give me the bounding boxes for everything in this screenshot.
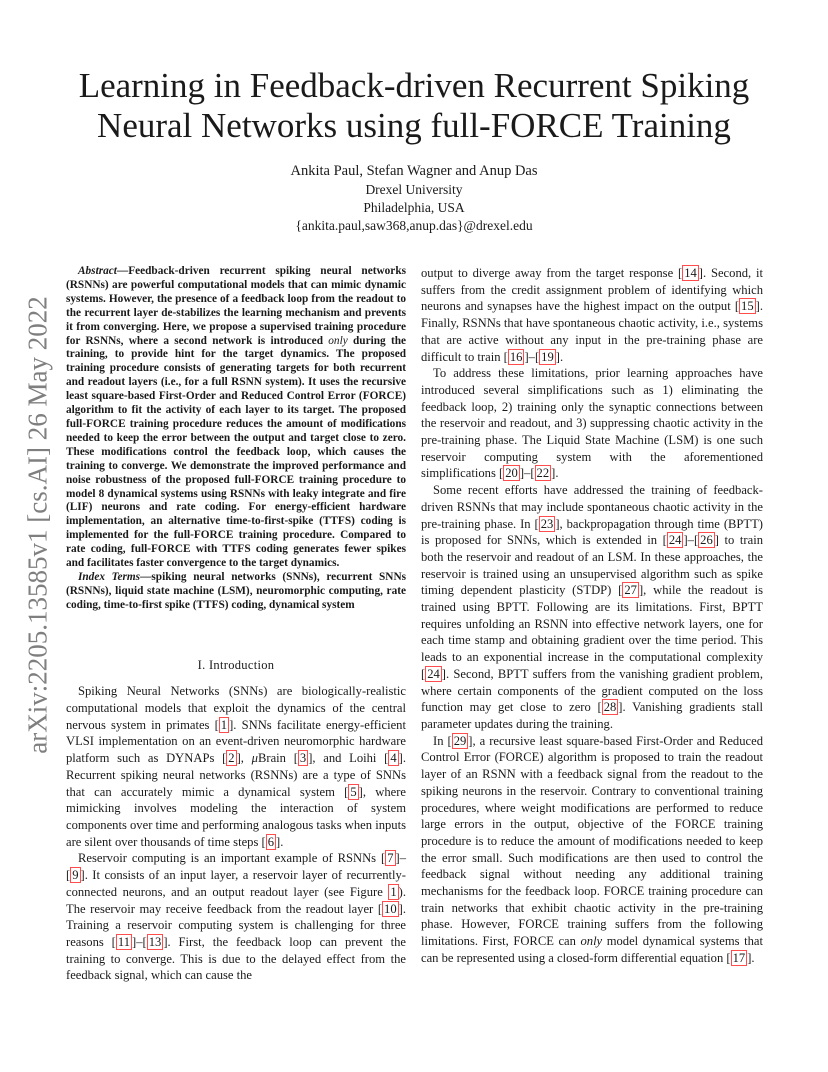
paper-title: Learning in Feedback-driven Recurrent Spiking Neural Networks using full-FORCE Training bbox=[78, 66, 750, 145]
citation-link[interactable]: 17 bbox=[732, 950, 746, 965]
affiliation-institution: Drexel University bbox=[365, 182, 463, 197]
author-list: Ankita Paul, Stefan Wagner and Anup Das bbox=[290, 163, 538, 179]
citation-link[interactable]: 20 bbox=[505, 466, 518, 481]
citation-link[interactable]: 7 bbox=[387, 851, 394, 866]
citation-link[interactable]: 19 bbox=[541, 349, 554, 364]
section-heading: I. Introduction bbox=[197, 657, 275, 672]
arxiv-stamp-text: arXiv:2205.13585v1 [cs.AI] 26 May 2022 bbox=[22, 296, 53, 754]
intro-paragraph-6: In [ 29 ], a recursive least square-based First-Order and Reduced Control Error (FORCE) algorithm is proposed to train the readout layer of an RSNN with a feedback signal from the readout to the spiking neurons in the reservoir. Contrary to conventional training procedures, where weight modifications are performed to reduce large errors in the output, objective of the FORCE training procedure is to reduce the amount of modifications needed to keep the error small. Such modifications are then used to control the feedback signal without needing any additional training mechanisms for the feedback loop. FORCE training procedure can train networks that exhibit chaotic activity in the pre-training phase. However, FORCE training suffers from the following limitations. First, FORCE can only model dynamical systems that can be represented using a closed-form differential equation [ 17 ]. bbox=[421, 733, 763, 965]
citation-link[interactable]: 1 bbox=[220, 717, 228, 732]
citation-link[interactable]: 14 bbox=[684, 266, 697, 280]
citation-link[interactable]: 13 bbox=[148, 934, 162, 949]
citation-link[interactable]: 9 bbox=[72, 868, 79, 883]
intro-paragraph-2: Reservoir computing is an important example of RSNNs [ 7 ]–[ 9 ]. It consists of an input layer, a reservoir layer of recurrently-connected neurons, and an output readout layer (see Figure 1 ). The reservoir may receive feedback from the readout layer [ 10 ]. Training a reservoir computing system is challenging for three reasons [ 11 ]–[ 13 ]. First, the feedback loop can prevent the training to converge. This is due to the delayed effect from the feedback signal, which can cause the bbox=[66, 851, 407, 983]
abstract-emphasis: only bbox=[328, 334, 348, 347]
affiliation-location: Philadelphia, USA bbox=[363, 200, 465, 215]
citation-link[interactable]: 3 bbox=[299, 751, 307, 766]
abstract-text-cont: during the training, to provide hint for the target dynamics. The proposed training procedure consists of generating targets for both recurrent and readout layers (i.e., for a full RSNN system). It uses the recursive least square-based First-Order and Reduced Control Error (FORCE) algorithm to fit the activity of each layer to its target. The proposed full-FORCE training procedure reduces the amount of modifications needed to keep the error between the output and target close to zero. These modifications control the feedback loop, which causes the training to converge. We demonstrate the improved performance and noise robustness of the proposed full-FORCE training procedure to model 8 dynamical systems using RSNNs with leaky integrate and fire (LIF) neurons and rate coding. For energy-efficient hardware implementation, an alternative time-to-first-spike (TTFS) coding is implemented for the full-FORCE training procedure. Compared to rate coding, full-FORCE with TTFS coding generates fewer spikes and facilitates faster convergence to the target dynamics. bbox=[66, 334, 406, 570]
index-terms-lead: Index Terms bbox=[78, 570, 141, 583]
intro-paragraph-5: Some recent efforts have addressed the training of feedback-driven RSNNs that may include spontaneous chaotic activity in the pre-training phase. In [ 23 ], backpropagation through time (BPTT) is proposed for SNNs, which is extended in [ 24 ]–[ 26 ] to train both the reservoir and readout of an LSM. In these approaches, the reservoir is trained using an unsupervised algorithm such as spike timing dependent plasticity (STDP) [ 27 ], while the readout is trained using BPTT. Following are its limitations. First, BPTT requires unfolding an RSNN into effective network layers, one for each time stamp and obtaining gradient over the time period. This leads to an exponential increase in the computational complexity [ 24 ]. Second, BPTT suffers from the vanishing gradient problem, where certain components of the gradient computed on the loss function may get close to zero [ 28 ]. Vanishing gradients stall parameter updates during the training. bbox=[421, 483, 763, 731]
citation-link[interactable]: 26 bbox=[700, 533, 713, 548]
left-column bbox=[66, 265, 406, 984]
citation-link[interactable]: 24 bbox=[668, 533, 682, 548]
citation-link[interactable]: 16 bbox=[509, 349, 523, 364]
citation-link[interactable]: 4 bbox=[390, 751, 397, 766]
citation-link[interactable]: 2 bbox=[228, 751, 235, 766]
abstract bbox=[66, 265, 406, 571]
arxiv-stamp bbox=[22, 290, 54, 760]
citation-link[interactable]: 24 bbox=[427, 666, 440, 681]
citation-link[interactable]: 10 bbox=[384, 901, 397, 916]
abstract-lead: Abstract bbox=[78, 265, 117, 277]
citation-link[interactable]: 11 bbox=[117, 934, 131, 949]
citation-link[interactable]: 22 bbox=[536, 466, 550, 481]
citation-link[interactable]: 15 bbox=[741, 299, 754, 314]
citation-link[interactable]: 28 bbox=[603, 700, 617, 715]
intro-paragraph-4: To address these limitations, prior learning approaches have introduced several simplifications such as 1) eliminating the feedback loop, 2) training only the synaptic connections between the reservoir and readout, and 3) suppressing chaotic activity in the pre-training phase. The Liquid State Machine (LSM) is one such reservoir computing system with the aforementioned simplifications [ 20 ]–[ 22 ]. bbox=[421, 366, 763, 481]
citation-link[interactable]: 29 bbox=[453, 733, 467, 748]
intro-paragraph-3: output to diverge away from the target response [ 14 ]. Second, it suffers from the credit assignment problem of identifying which neurons and synapses have the highest impact on the output [ 15 ]. Finally, RSNNs that have spontaneous chaotic activity, i.e., systems that are active without any input in the pre-training phase are difficult to train [ 16 ]–[ 19 ]. bbox=[421, 266, 764, 364]
citation-link[interactable]: 27 bbox=[624, 583, 637, 598]
citation-link[interactable]: 23 bbox=[540, 516, 554, 531]
right-column bbox=[421, 265, 763, 967]
citation-link[interactable]: 6 bbox=[267, 834, 275, 849]
index-terms-text: —spiking neural networks (SNNs), recurrent SNNs (RSNNs), liquid state machine (LSM), neuromorphic computing, rate coding, time-to-first spike (TTFS) coding, dynamical system bbox=[66, 570, 407, 611]
abstract-text: —Feedback-driven recurrent spiking neural networks (RSNNs) are powerful computational models that can mimic dynamic systems. However, the presence of a feedback loop from the readout to the recurrent layer de-stabilizes the learning mechanism and prevents it from converging. Here, we propose a supervised training procedure for RSNNs, where a second network is introduced bbox=[66, 265, 406, 347]
index-terms bbox=[66, 571, 406, 613]
figure-link[interactable]: 1 bbox=[390, 884, 397, 899]
citation-link[interactable]: 5 bbox=[350, 784, 357, 799]
affiliation-emails: {ankita.paul,saw368,anup.das}@drexel.edu bbox=[295, 218, 533, 233]
intro-paragraph-1: Spiking Neural Networks (SNNs) are biologically-realistic computational models that exploit the dynamics of the central nervous system in primates [ 1 ]. SNNs facilitate energy-efficient VLSI implementation on an event-driven neuromorphic hardware platform such as DYNAPs [ 2 ], μBrain [ 3 ], and Loihi [ 4 ]. Recurrent spiking neural networks (RSNNs) are a type of SNNs that can accurately mimic a dynamical system [ 5 ], where mimicking involves modeling the interaction of system components over time and performing analogous tasks when inputs are silent over thousands of time steps [ 6 ]. bbox=[66, 684, 407, 849]
